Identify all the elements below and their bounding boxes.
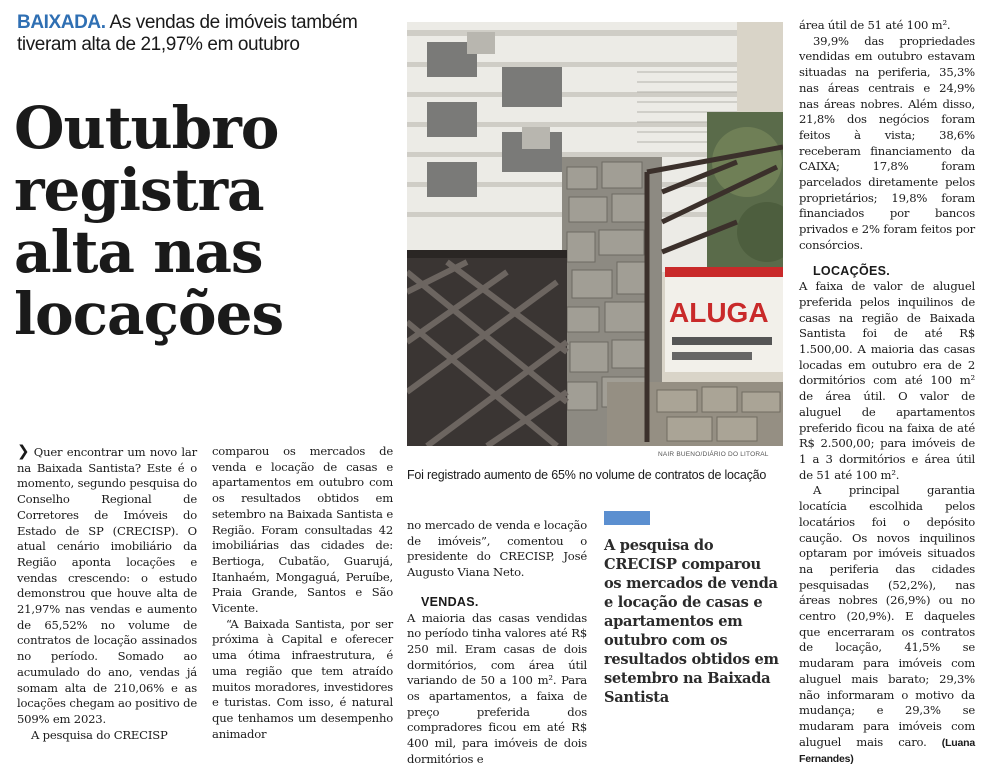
article-column-1 xyxy=(17,444,197,743)
paragraph: A faixa de valor de aluguel preferida pelos inquilinos de casas na região de Baixada Santista foi de até R$ 1.500,00. A maioria das casas locadas em outubro era de 2 dormitórios com até 100 m² de área útil. O valor de aluguel de apartamentos preferido ficou na faixa de até R$ 2.500,00; para imóveis de 1 a 3 dormitórios e área útil de 51 até 100 m². xyxy=(799,279,975,482)
section-heading-locacoes: LOCAÇÕES. xyxy=(813,263,891,278)
kicker xyxy=(17,12,397,56)
paragraph: 39,9% das propriedades vendidas em outubro estavam situadas na periferia, 35,3% nas áreas centrais e 24,9% nas áreas nobres. Além disso, 21,8% dos negócios foram feitos à vista; 38,6% receberam financiamento da CAIXA; 17,8% foram parcelados diretamente pelos proprietários; 19,8% foram financiados por bancos privados e 2% foram feitos por consórcios. xyxy=(799,33,975,252)
photo-credit: NAIR BUENO/DIÁRIO DO LITORAL xyxy=(658,451,769,458)
section-heading-vendas: VENDAS. xyxy=(421,594,479,609)
pullquote: A pesquisa do CRECISP comparou os mercados de venda e locação de casas e apartamentos em outubro com os resultados obtidos em setembro na Baixada Santista xyxy=(604,537,779,706)
paragraph: A principal garantia locatícia escolhida pelos locatários foi o depósito caução. Os novos inquilinos optaram por imóveis situados na periferia das cidades pesquisadas (52,2%), nas áreas nobres (26,9%) ou no centro (20,9%). E daqueles que encerraram os contratos de locação, 41,5% se mudaram para imóveis com aluguel mais barato; 29,3% não informaram o motivo da mudança; e 29,3% se mudaram para imóveis com aluguel mais caro. (Luana Fernandes) xyxy=(799,483,975,766)
photo-caption: Foi registrado aumento de 65% no volume de contratos de locação xyxy=(407,468,767,482)
pullquote-accent-bar xyxy=(604,511,650,525)
article-column-4 xyxy=(799,18,975,768)
article-column-2 xyxy=(212,444,393,742)
paragraph: no mercado de venda e locação de imóveis”, comentou o presidente do CRECISP, José Augusto Viana Neto. xyxy=(407,518,587,580)
paragraph: ❯ Quer encontrar um novo lar na Baixada Santista? Este é o momento, segundo pesquisa do Conselho Regional de Corretores de Imóveis do Estado de SP (CRECISP). O atual cenário imobiliário da Região aponta locações e vendas crescendo: o estudo demonstrou que houve alta de 21,97% nas vendas e aumento de 65,52% no volume de contratos de locação assinados no período. Somado ao acumulado do ano, vendas já somam alta de 210,06% e as locações chegam ao positivo de 509% em 2023. xyxy=(17,442,197,726)
paragraph: comparou os mercados de venda e locação de casas e apartamentos em outubro com os resultados obtidos em setembro na Baixada Santista e Região. Foram consultadas 42 imobiliárias das cidades de: Bertioga, Cubatão, Guarujá, Itanhaém, Mongaguá, Peruíbe, Praia Grande, Santos e São Vicente. xyxy=(212,444,393,616)
byline: (Luana Fernandes) xyxy=(799,736,975,766)
sign-text: ALUGA xyxy=(669,297,769,328)
paragraph: A maioria das casas vendidas no período tinha valores até R$ 250 mil. Eram casas de dois dormitórios, com área útil variando de 50 a 100 m². Para os apartamentos, a faixa de preço preferida dos compradores ficou em até R$ 400 mil, para imóveis de dois dormitórios e xyxy=(407,610,587,766)
paragraph: área útil de 51 até 100 m². xyxy=(799,18,951,32)
kicker-text: As vendas de imóveis também tiveram alta de 21,97% em outubro xyxy=(17,12,358,55)
paragraph: A pesquisa do CRECISP xyxy=(31,727,168,742)
headline: Outubro registra alta nas locações xyxy=(14,94,284,348)
paragraph: “A Baixada Santista, por ser próxima à Capital e oferecer uma ótima infraestrutura, é uma região que tem atraído muitos moradores, investidores e turistas. Com isso, é natural que tenhamos um desempenho animador xyxy=(212,616,393,741)
article-column-3 xyxy=(407,518,587,768)
chevron-right-icon: ❯ xyxy=(17,442,30,460)
section-tag: BAIXADA. xyxy=(17,12,106,33)
article-photo xyxy=(407,22,783,446)
